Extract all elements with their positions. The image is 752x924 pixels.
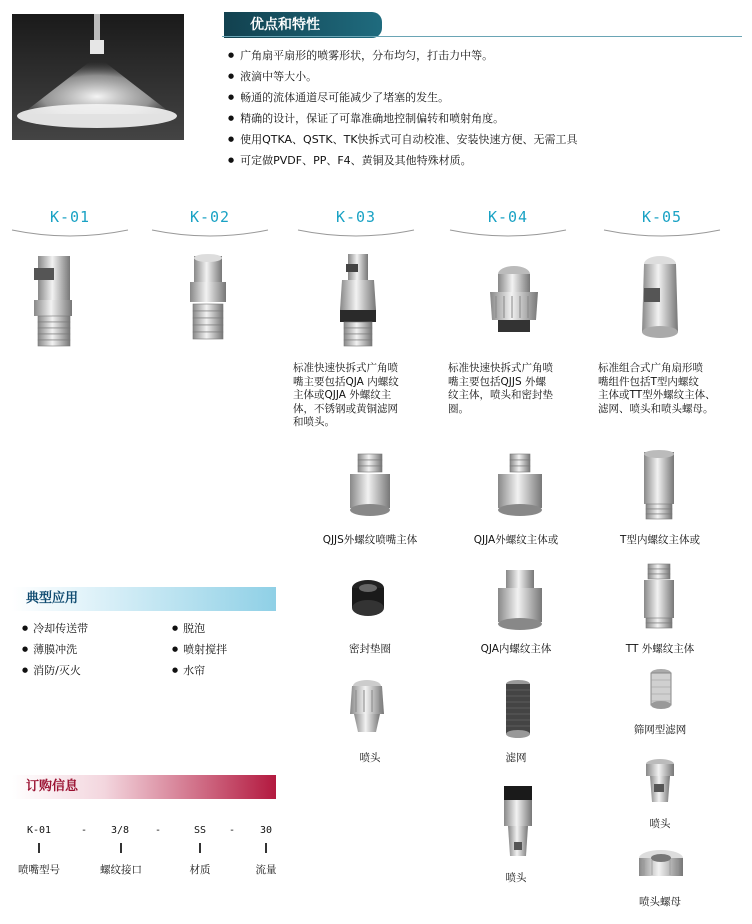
application-item: ● 冷却传送带 xyxy=(22,620,88,636)
features-title: 优点和特性 xyxy=(224,12,382,38)
qjjs-body-image xyxy=(342,452,398,524)
feature-item: ● 液滴中等大小。 xyxy=(228,67,708,88)
description-line: 和喷头。 xyxy=(293,416,335,428)
k03-spray-tip-image xyxy=(342,678,392,740)
feature-item: ● 畅通的流体通道尽可能减少了堵塞的发生。 xyxy=(228,88,708,109)
order-tick xyxy=(199,843,201,853)
model-k01-header xyxy=(10,208,130,243)
description-line: 主体或QJJA 外螺纹主 xyxy=(293,389,392,401)
spray-photo xyxy=(12,14,184,140)
model-label: K-03 xyxy=(335,208,377,226)
description-line: 标准组合式广角扇形喷 xyxy=(598,362,703,374)
order-thread-label: 螺纹接口 xyxy=(100,864,142,876)
order-material-value: SS xyxy=(193,825,207,836)
feature-item: ● 使用QTKA、QSTK、TK快拆式可自动校准、安装快速方便、无需工具 xyxy=(228,130,708,151)
k04-spray-tip-caption: 喷头 xyxy=(505,872,527,884)
order-flow-label: 流量 xyxy=(255,864,277,876)
strainer-image xyxy=(498,678,538,742)
tip-nut-image xyxy=(636,848,686,888)
gasket-image xyxy=(348,576,388,620)
k04-description xyxy=(448,362,598,416)
order-tick xyxy=(265,843,267,853)
tip-nut-caption: 喷头螺母 xyxy=(639,896,681,908)
description-line: 体，不锈钢或黄铜滤网 xyxy=(293,402,398,415)
description-line: 嘴主要包括QJA 内螺纹 xyxy=(293,375,399,388)
order-tick xyxy=(120,843,122,853)
k05-spray-tip-image xyxy=(642,758,678,810)
k02-nozzle-image xyxy=(178,252,238,354)
model-k02-header xyxy=(150,208,270,243)
k03-spray-tip-caption: 喷头 xyxy=(359,752,381,764)
order-model-label: 喷嘴型号 xyxy=(18,864,60,876)
features-list xyxy=(228,46,708,172)
tt-body-image xyxy=(636,562,682,636)
order-separator: - xyxy=(80,825,88,836)
model-label: K-04 xyxy=(487,208,529,226)
qja-body-caption: QJA内螺纹主体 xyxy=(480,643,552,655)
applications-title: 典型应用 xyxy=(12,587,276,611)
qjja-body-caption: QJJA外螺纹主体或 xyxy=(473,534,559,546)
k04-nozzle-image xyxy=(482,262,546,338)
feature-item: ● 可定做PVDF、PP、F4、黄铜及其他特殊材质。 xyxy=(228,151,708,172)
order-flow-value: 30 xyxy=(259,825,273,836)
feature-item: ● 精确的设计，保证了可靠准确地控制偏转和喷射角度。 xyxy=(228,109,708,130)
k05-spray-tip-caption: 喷头 xyxy=(649,818,671,830)
application-item: ● 脱泡 xyxy=(172,620,205,636)
order-separator: - xyxy=(154,825,162,836)
qja-body-image xyxy=(492,566,548,636)
description-line: 主体或TT型外螺纹主体、 xyxy=(598,389,716,401)
model-label: K-01 xyxy=(49,208,91,226)
model-label: K-05 xyxy=(641,208,683,226)
strainer-caption: 滤网 xyxy=(505,752,527,764)
features-divider xyxy=(222,36,742,37)
feature-item: ● 广角扇平扇形的喷雾形状，分布均匀，打击力中等。 xyxy=(228,46,708,67)
qjja-body-image xyxy=(492,452,548,524)
order-tick xyxy=(38,843,40,853)
description-line: 标准快速快拆式广角喷 xyxy=(448,362,553,374)
order-thread-value: 3/8 xyxy=(110,825,130,836)
model-k04-header xyxy=(448,208,568,243)
application-item: ● 薄膜冲洗 xyxy=(22,641,77,657)
gasket-caption: 密封垫圈 xyxy=(349,643,391,655)
model-label: K-02 xyxy=(189,208,231,226)
description-line: 嘴主要包括QJJS 外螺 xyxy=(448,375,546,388)
description-line: 标准快速快拆式广角喷 xyxy=(293,362,398,374)
t-body-image xyxy=(636,448,682,524)
application-item: ● 喷射搅拌 xyxy=(172,641,227,657)
description-line: 圈。 xyxy=(448,402,469,415)
k03-description xyxy=(293,362,443,430)
k05-description xyxy=(598,362,748,416)
k03-nozzle-image xyxy=(330,250,386,358)
order-model-value: K-01 xyxy=(26,825,52,836)
order-material-label: 材质 xyxy=(189,864,211,876)
screen-strainer-caption: 筛网型滤网 xyxy=(633,724,687,736)
description-line: 嘴组件包括T型内螺纹 xyxy=(598,375,699,388)
model-k05-header xyxy=(602,208,722,243)
screen-strainer-image xyxy=(646,668,676,718)
qjjs-body-caption: QJJS外螺纹喷嘴主体 xyxy=(322,534,418,546)
model-k03-header xyxy=(296,208,416,243)
k04-spray-tip-image xyxy=(494,782,542,864)
application-item: ● 消防/灭火 xyxy=(22,662,81,678)
t-body-caption: T型内螺纹主体或 xyxy=(620,534,700,546)
tt-body-caption: TT 外螺纹主体 xyxy=(625,643,695,655)
k01-nozzle-image xyxy=(20,250,84,354)
description-line: 纹主体，喷头和密封垫 xyxy=(448,389,553,401)
description-line: 滤网、喷头和喷头螺母。 xyxy=(598,402,714,415)
order-title: 订购信息 xyxy=(12,775,276,799)
application-item: ● 水帘 xyxy=(172,662,205,678)
k05-nozzle-image xyxy=(630,252,690,346)
order-separator: - xyxy=(228,825,236,836)
